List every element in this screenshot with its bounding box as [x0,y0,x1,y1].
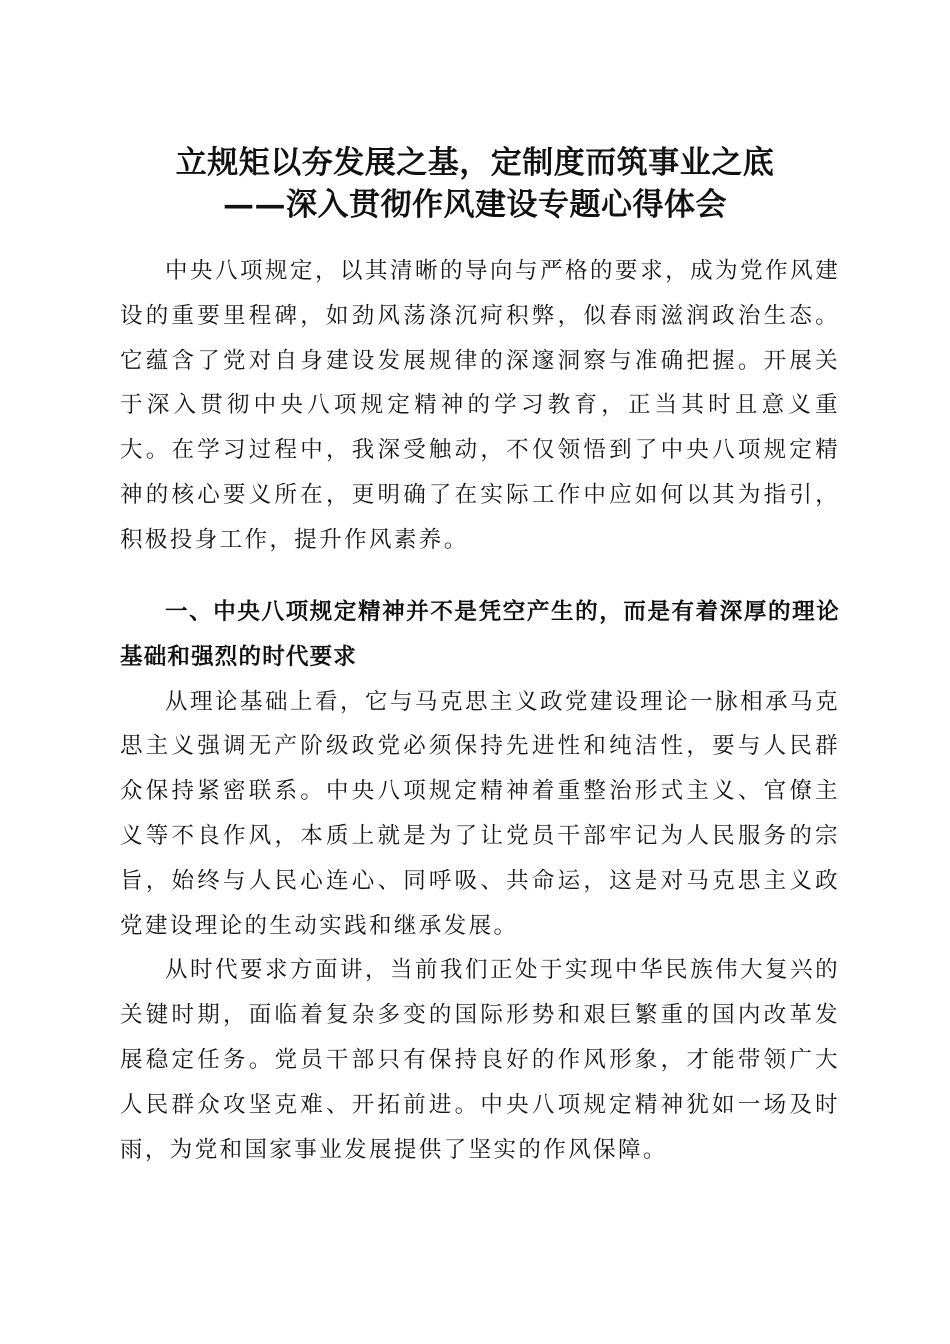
intro-section [120,249,840,563]
section-1-heading: 一、中央八项规定精神并不是凭空产生的，而是有着深厚的理论基础和强烈的时代要求 [120,599,840,670]
document-title: 立规矩以夯发展之基，定制度而筑事业之底 [175,145,775,181]
section-1 [120,590,840,1172]
section-1-paragraph: 从时代要求方面讲，当前我们正处于实现中华民族伟大复兴的关键时期，面临着复杂多变的国际形势和艰巨繁重的国内改革发展稳定任务。党员干部只有保持良好的作风形象，才能带领广大人民群众攻坚克难、开拓前进。中央八项规定精神犹如一场及时雨，为党和国家事业发展提供了坚实的作风保障。 [120,957,840,1163]
section-1-paragraph: 从理论基础上看，它与马克思主义政党建设理论一脉相承马克思主义强调无产阶级政党必须保持先进性和纯洁性，要与人民群众保持紧密联系。中央八项规定精神着重整治形式主义、官僚主义等不良作风，本质上就是为了让党员干部牢记为人民服务的宗旨，始终与人民心连心、同呼吸、共命运，这是对马克思主义政党建设理论的生动实践和继承发展。 [120,688,840,939]
intro-paragraph: 中央八项规定，以其清晰的导向与严格的要求，成为党作风建设的重要里程碑，如劲风荡涤沉疴积弊，似春雨滋润政治生态。它蕴含了党对自身建设发展规律的深邃洞察与准确把握。开展关于深入贯彻中央八项规定精神的学习教育，正当其时且意义重大。在学习过程中，我深受触动，不仅领悟到了中央八项规定精神的核心要义所在，更明确了在实际工作中应如何以其为指引，积极投身工作，提升作风素养。 [120,258,840,553]
document-subtitle: ——深入贯彻作风建设专题心得体会 [223,187,727,223]
